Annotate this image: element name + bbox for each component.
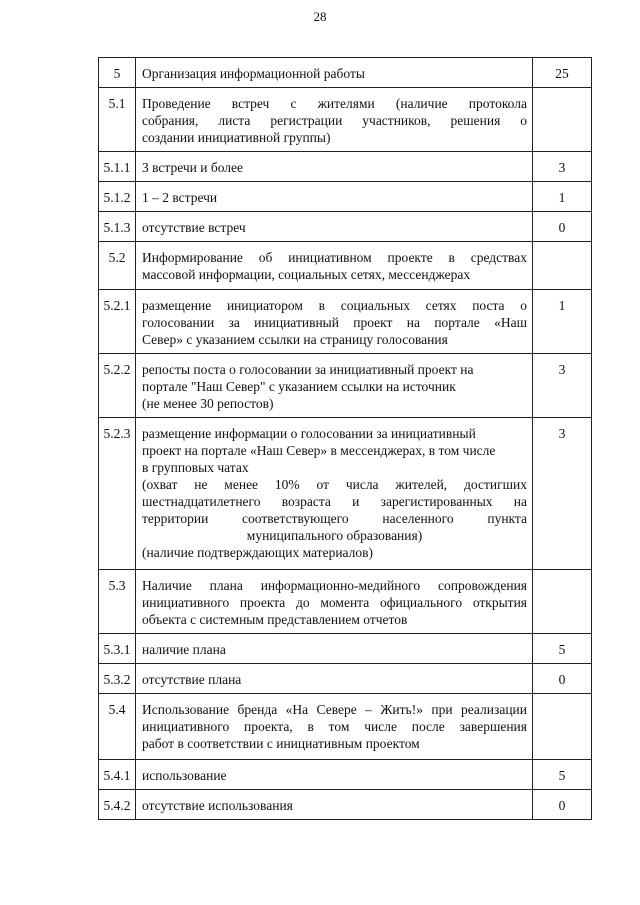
table-row bbox=[99, 570, 592, 634]
table-row bbox=[99, 182, 592, 212]
description-line: репосты поста о голосовании за инициативный проект на bbox=[142, 362, 474, 377]
row-score: 3 bbox=[533, 418, 592, 570]
description-line: 3 встречи и более bbox=[142, 160, 244, 175]
row-number: 5.4.2 bbox=[99, 790, 136, 820]
description-line: Проведение встреч с жителями (наличие протокола bbox=[142, 96, 527, 111]
page-number: 28 bbox=[313, 9, 327, 24]
row-score bbox=[533, 242, 592, 290]
row-description bbox=[136, 760, 533, 790]
row-description bbox=[136, 354, 533, 418]
row-number: 5.3.2 bbox=[99, 664, 136, 694]
description-line: использование bbox=[142, 768, 227, 783]
table-row bbox=[99, 790, 592, 820]
description-line: территории соответствующего населенного пункта bbox=[142, 511, 527, 526]
row-number: 5.1.3 bbox=[99, 212, 136, 242]
description-line: инициативного проекта, в том числе после завершения bbox=[142, 719, 527, 734]
table-row bbox=[99, 354, 592, 418]
criteria-table bbox=[98, 57, 592, 820]
description-line: объекта с системным представлением отчетов bbox=[142, 612, 408, 627]
description-line: портале "Наш Север" с указанием ссылки на источник bbox=[142, 379, 456, 394]
row-description bbox=[136, 58, 533, 88]
row-description bbox=[136, 152, 533, 182]
description-line: работ в соответствии с инициативным проектом bbox=[142, 736, 420, 751]
row-number: 5.1.1 bbox=[99, 152, 136, 182]
row-score: 3 bbox=[533, 152, 592, 182]
description-line: (не менее 30 репостов) bbox=[142, 396, 274, 411]
row-number: 5.4.1 bbox=[99, 760, 136, 790]
row-description bbox=[136, 290, 533, 354]
description-line: массовой информации, социальных сетях, мессенджерах bbox=[142, 267, 471, 282]
description-line: отсутствие встреч bbox=[142, 220, 246, 235]
row-score: 0 bbox=[533, 212, 592, 242]
row-score: 0 bbox=[533, 664, 592, 694]
table-row bbox=[99, 760, 592, 790]
description-line: размещение информации о голосовании за инициативный bbox=[142, 426, 476, 441]
row-score: 5 bbox=[533, 634, 592, 664]
row-description bbox=[136, 694, 533, 760]
table-row bbox=[99, 418, 592, 570]
table-row bbox=[99, 634, 592, 664]
row-score: 5 bbox=[533, 760, 592, 790]
description-line: муниципального образования) bbox=[246, 528, 423, 543]
description-line: наличие плана bbox=[142, 642, 226, 657]
row-description bbox=[136, 242, 533, 290]
row-number: 5.4 bbox=[99, 694, 136, 760]
description-line: отсутствие использования bbox=[142, 798, 293, 813]
row-description bbox=[136, 664, 533, 694]
table-row bbox=[99, 290, 592, 354]
row-number: 5.2.1 bbox=[99, 290, 136, 354]
row-score bbox=[533, 570, 592, 634]
description-line: (наличие подтверждающих материалов) bbox=[142, 545, 374, 560]
row-description bbox=[136, 634, 533, 664]
description-line: размещение инициатором в социальных сетях поста о bbox=[142, 298, 527, 313]
row-description bbox=[136, 790, 533, 820]
table-row bbox=[99, 664, 592, 694]
description-line: Использование бренда «На Севере – Жить!» при реализации bbox=[142, 702, 527, 717]
description-line: отсутствие плана bbox=[142, 672, 242, 687]
row-score bbox=[533, 694, 592, 760]
row-number: 5.2.2 bbox=[99, 354, 136, 418]
description-line: Север» с указанием ссылки на страницу голосования bbox=[142, 332, 448, 347]
row-score bbox=[533, 88, 592, 152]
table-row bbox=[99, 212, 592, 242]
row-number: 5.1.2 bbox=[99, 182, 136, 212]
row-number: 5.3 bbox=[99, 570, 136, 634]
row-score: 1 bbox=[533, 182, 592, 212]
table-row bbox=[99, 694, 592, 760]
row-score: 3 bbox=[533, 354, 592, 418]
description-line: голосовании за инициативный проект на портале «Наш bbox=[142, 315, 527, 330]
description-line: собрания, листа регистрации участников, решения о bbox=[142, 113, 527, 128]
row-score: 1 bbox=[533, 290, 592, 354]
row-score: 0 bbox=[533, 790, 592, 820]
row-number: 5.2 bbox=[99, 242, 136, 290]
row-number: 5.3.1 bbox=[99, 634, 136, 664]
row-number: 5 bbox=[99, 58, 136, 88]
table-row bbox=[99, 58, 592, 88]
description-line: проект на портале «Наш Север» в мессенджерах, в том числе bbox=[142, 443, 496, 458]
row-score: 25 bbox=[533, 58, 592, 88]
row-description bbox=[136, 418, 533, 570]
row-description bbox=[136, 88, 533, 152]
row-number: 5.2.3 bbox=[99, 418, 136, 570]
table-row bbox=[99, 242, 592, 290]
description-line: 1 – 2 встречи bbox=[142, 190, 218, 205]
row-description bbox=[136, 212, 533, 242]
table-row bbox=[99, 88, 592, 152]
row-number: 5.1 bbox=[99, 88, 136, 152]
description-line: (охват не менее 10% от числа жителей, достигших bbox=[142, 477, 527, 492]
description-line: шестнадцатилетнего возраста и зарегистированных на bbox=[142, 494, 527, 509]
description-line: в групповых чатах bbox=[142, 460, 249, 475]
description-line: Наличие плана информационно-медийного сопровождения bbox=[142, 578, 527, 593]
table-row bbox=[99, 152, 592, 182]
description-line: Информирование об инициативном проекте в средствах bbox=[142, 250, 527, 265]
row-description bbox=[136, 570, 533, 634]
description-line: Организация информационной работы bbox=[142, 66, 365, 81]
description-line: создании инициативной группы) bbox=[142, 130, 331, 145]
description-line: инициативного проекта до момента официального открытия bbox=[142, 595, 527, 610]
row-description bbox=[136, 182, 533, 212]
